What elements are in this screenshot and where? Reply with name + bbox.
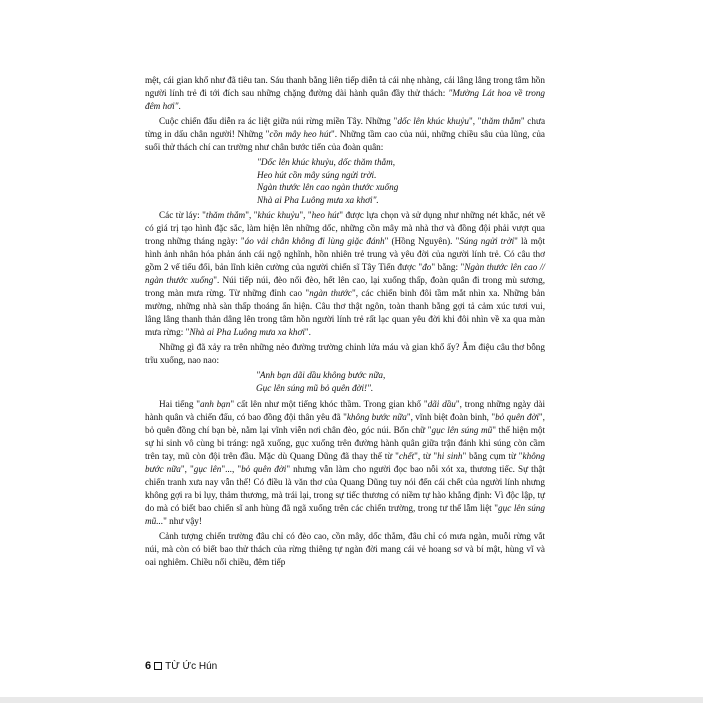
page-body bbox=[145, 74, 545, 571]
quote: gục lên bbox=[193, 463, 222, 474]
quote: ngàn thước bbox=[309, 288, 352, 299]
text: ". Những tầm cao của núi, những chiều sâu của lũng, của suối thử thách chí can trường như chân bước tiến của đoàn quân: bbox=[145, 129, 546, 152]
quote: anh bạn bbox=[200, 398, 231, 409]
quote: thăm thẳm bbox=[205, 210, 246, 221]
quote: bỏ quên đời bbox=[241, 463, 287, 474]
text: " thể hiện một sự hi sinh vô cùng bi tráng: ngã xuống, gục xuống trên đường hành quân giữa trận đánh khi súng còn cầm trên tay, mũ còn đội trên đầu. Mặc dù Quang Dũng đã thay thế từ " bbox=[145, 424, 545, 461]
quote: chết bbox=[398, 450, 415, 461]
text: ". Núi tiếp núi, đèo nối đèo, hết lên cao, lại xuống thấp, đoàn quân đi trong mù sương, trong màn mưa rừng. Từ những đỉnh cao " bbox=[145, 275, 546, 299]
quote: Ngàn thước lên cao // ngàn thước xuống bbox=[145, 262, 545, 286]
text: ", " bbox=[180, 463, 194, 474]
text: ", các chiến binh đôi tầm mắt nhìn xa. Những bản mường, những nhà sàn thấp thoáng ẩn hiện. Câu thơ thật ngôn, toàn thanh bằng gợi tả cảm xúc tươi vui, lâng lâng thanh thản dâng lên trong tâm hồn người lính trẻ rất lạc quan yêu đời khi đôi nhìn về xa qua màn mưa rừng: " bbox=[145, 288, 545, 338]
paragraph-1 bbox=[145, 74, 545, 113]
text: "..., " bbox=[221, 463, 242, 474]
paragraph-3 bbox=[145, 209, 545, 339]
text: Hai tiếng " bbox=[159, 398, 200, 409]
text: Cuộc chiến đấu diễn ra ác liệt giữa núi rừng miền Tây. Những " bbox=[159, 116, 398, 126]
text: ", từ " bbox=[414, 450, 438, 461]
text: " được lựa chọn và sử dụng như những nét khắc, nét vẽ có giá trị tạo hình đặc sắc, làm hiện lên những dốc, những cồn mây mà nhà thơ và đồng đội phải vượt qua trong những tháng ngày: " bbox=[145, 210, 546, 247]
text: " (Hồng Nguyên). " bbox=[384, 236, 460, 247]
square-bullet-icon bbox=[154, 662, 162, 670]
verse-line: "Anh bạn dãi dầu không bước nữa, bbox=[256, 370, 386, 381]
text: ". bbox=[304, 327, 311, 338]
verse-line: "Dốc lên khúc khuỷu, dốc thăm thẳm, bbox=[257, 157, 396, 167]
quote: "Mường Lát hoa về trong đêm hơi" bbox=[145, 88, 546, 111]
quote: dốc lên khúc khuỷu bbox=[397, 116, 470, 126]
paragraph-2 bbox=[145, 115, 545, 154]
verse-line: Ngàn thước lên cao ngàn thước xuống bbox=[257, 182, 399, 193]
quote: khúc khuỷu bbox=[257, 210, 300, 221]
page-bottom-edge bbox=[0, 697, 703, 703]
paragraph-4 bbox=[145, 341, 545, 367]
text: Cảnh tượng chiến trường đâu chỉ có đèo cao, cồn mây, dốc thẳm, đâu chỉ có mưa ngàn, muỗi rừng vắt núi, mà còn có biết bao thử thách của rừng thiêng tự ngàn đời mang cái vẻ hoang sơ và bí mật, hùng vĩ và oai nghiêm. Chiều nối chiều, đêm tiếp bbox=[145, 530, 545, 567]
text: ", " bbox=[245, 210, 258, 221]
quote: không bước nữa bbox=[145, 450, 545, 474]
quote: dãi dầu bbox=[427, 398, 456, 409]
text: " chưa từng in dấu chân người! Những " bbox=[145, 116, 546, 139]
page-footer bbox=[145, 660, 217, 672]
text: mệt, cái gian khổ như đã tiêu tan. Sáu thanh bằng liên tiếp diễn tả cái nhẹ nhàng, cái lâng lâng trong tâm hồn người lính trẻ đi tới đích sau những chặng đường dài hành quân đầy thử thách: bbox=[145, 75, 545, 98]
quote: gục lên súng mũ bbox=[431, 424, 493, 435]
quote: bỏ quên đời bbox=[495, 411, 539, 422]
text: ", vĩnh biệt đoàn binh, " bbox=[406, 411, 496, 422]
quote: Nhà ai Pha Luông mưa xa khơi bbox=[189, 327, 305, 338]
paragraph-5 bbox=[145, 398, 545, 528]
verse-line: Nhà ai Pha Luông mưa xa khơi". bbox=[257, 194, 379, 205]
quote: cồn mây heo hút bbox=[269, 129, 332, 139]
quote: không bước nữa bbox=[346, 411, 407, 422]
text: ", trong những ngày dài hành quân và chiến đấu, có bao đồng đội thân yêu đã " bbox=[145, 398, 545, 422]
text: Các từ láy: " bbox=[159, 210, 206, 221]
quote: đo bbox=[422, 262, 432, 273]
page-number: 6 bbox=[145, 660, 152, 672]
text: ", " bbox=[469, 116, 482, 126]
text: Những gì đã xảy ra trên những nẻo đường trường chinh lửa máu và gian khổ ấy? Âm điệu câu thơ bỗng trĩu xuống, nao nao: bbox=[145, 342, 545, 366]
text: " bằng cụm từ " bbox=[462, 450, 523, 461]
quote: heo hút bbox=[311, 210, 340, 221]
paragraph-6 bbox=[145, 530, 545, 569]
running-title: TỪ Ức Hún bbox=[165, 660, 218, 672]
quote: Súng ngửi trời bbox=[459, 236, 515, 247]
verse-block-2 bbox=[256, 369, 545, 394]
text: " cất lên như một tiếng khóc thầm. Trong gian khổ " bbox=[230, 398, 428, 409]
quote: áo vải chân không đi lùng giặc đánh bbox=[244, 236, 385, 247]
text: " nhưng vẫn làm cho người đọc bao nỗi xót xa, thương tiếc. Sự thật chiến tranh xưa nay vẫn thế! Có điều là văn thơ của Quang Dũng tuy nói đến cái chết của người lính nhưng không gợi ra bi lụy, thảm thương, mà trái lại, trong sự tiếc thương có niềm tự hào khẳng định: Vì độc lập, tự do mà có biết bao chiến sĩ anh hùng đã ngã xuống trên các chiến trường, trong tư thế lẫm liệt " bbox=[145, 463, 545, 513]
quote: hi sinh bbox=[437, 450, 463, 461]
text: " như vậy! bbox=[163, 515, 202, 526]
text: ", " bbox=[299, 210, 312, 221]
verse-line: Heo hút cồn mây súng ngửi trời. bbox=[257, 169, 377, 180]
text: ", bỏ quên đồng chí bạn bè, nằm lại vĩnh viễn nơi chân đèo, góc núi. Bốn chữ " bbox=[145, 411, 545, 435]
text: " bằng: " bbox=[431, 262, 465, 273]
text: " là một hình ảnh nhân hóa phản ánh cái ngộ nghĩnh, hồn nhiên trẻ trung và yêu đời của người lính trẻ. Có câu thơ gồm 2 vế tiểu đối, bản lĩnh kiên cường của người chiến sĩ Tây Tiến được " bbox=[145, 236, 546, 273]
verse-line: Gục lên súng mũ bỏ quên đời!". bbox=[256, 382, 374, 393]
text: . bbox=[178, 101, 181, 111]
quote: thăm thẳm bbox=[481, 116, 521, 126]
verse-block-1 bbox=[257, 156, 545, 206]
quote: gục lên súng mũ... bbox=[145, 502, 545, 526]
